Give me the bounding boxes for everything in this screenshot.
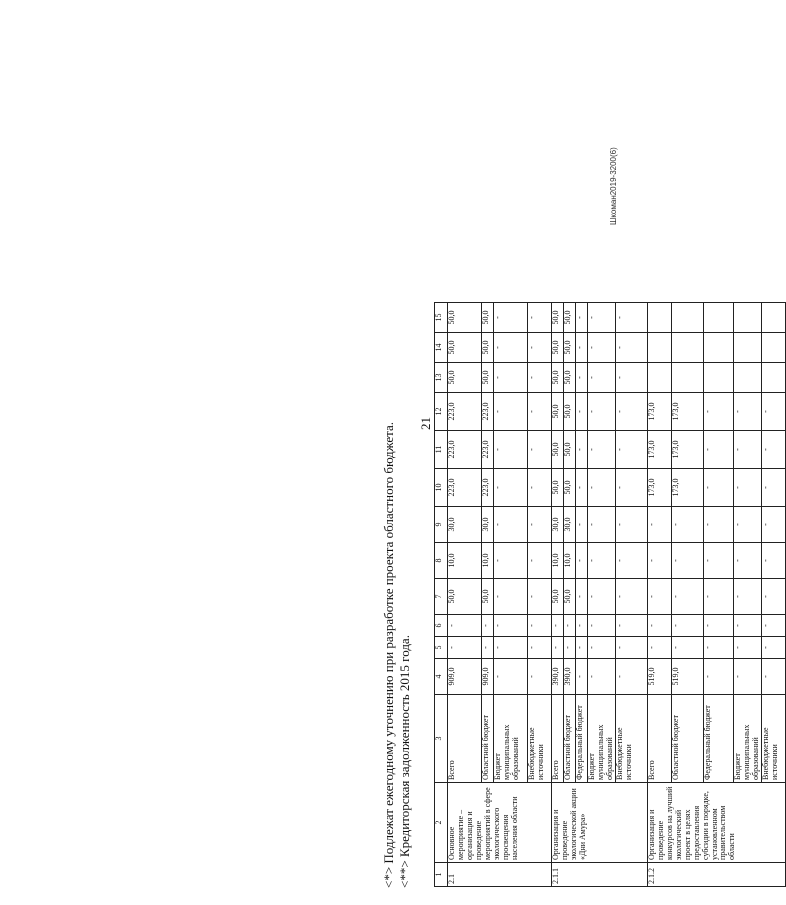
value-cell: - [733, 543, 761, 579]
value-cell: - [761, 469, 785, 507]
value-cell: - [703, 393, 733, 431]
value-cell: 173,0 [647, 431, 671, 469]
source-label: Областной бюджет [671, 695, 703, 783]
value-cell: - [647, 507, 671, 543]
value-cell [671, 333, 703, 363]
value-cell: 50,0 [552, 579, 564, 615]
value-cell: - [576, 659, 588, 695]
value-cell: - [482, 615, 494, 637]
value-cell: 50,0 [482, 363, 494, 393]
value-cell [671, 303, 703, 333]
value-cell: - [733, 507, 761, 543]
value-cell: 50,0 [564, 333, 576, 363]
value-cell: 30,0 [482, 507, 494, 543]
value-cell: 50,0 [564, 303, 576, 333]
value-cell: - [615, 637, 647, 659]
value-cell: - [494, 333, 528, 363]
value-cell [647, 333, 671, 363]
header-cell: 3 [435, 695, 448, 783]
value-cell: - [528, 333, 552, 363]
value-cell: 50,0 [448, 579, 482, 615]
item-number: 2.1.2 [647, 863, 785, 887]
value-cell: - [647, 543, 671, 579]
value-cell: - [733, 637, 761, 659]
value-cell: - [588, 303, 616, 333]
value-cell: - [733, 579, 761, 615]
footnotes [381, 422, 413, 888]
value-cell: - [615, 659, 647, 695]
value-cell: - [528, 543, 552, 579]
value-cell: 30,0 [564, 507, 576, 543]
value-cell: - [647, 615, 671, 637]
value-cell: - [761, 637, 785, 659]
value-cell [761, 303, 785, 333]
value-cell: - [733, 469, 761, 507]
value-cell: - [552, 637, 564, 659]
value-cell: - [494, 431, 528, 469]
value-cell: 50,0 [448, 333, 482, 363]
value-cell: - [615, 393, 647, 431]
value-cell: - [615, 363, 647, 393]
value-cell: - [703, 579, 733, 615]
value-cell: - [647, 579, 671, 615]
value-cell: - [528, 393, 552, 431]
value-cell [647, 363, 671, 393]
value-cell: - [671, 507, 703, 543]
value-cell: 390,0 [552, 659, 564, 695]
value-cell: 50,0 [564, 579, 576, 615]
value-cell: 50,0 [564, 469, 576, 507]
value-cell: 173,0 [671, 469, 703, 507]
value-cell: 30,0 [552, 507, 564, 543]
value-cell: - [528, 659, 552, 695]
value-cell: 223,0 [448, 469, 482, 507]
header-cell: 7 [435, 579, 448, 615]
item-number: 2.1 [448, 863, 552, 887]
value-cell: - [564, 615, 576, 637]
value-cell: 223,0 [482, 469, 494, 507]
source-label: Внебюджетные источники [528, 695, 552, 783]
value-cell: - [552, 615, 564, 637]
document-stamp: Шкоман2019-3200(6) [609, 147, 618, 225]
value-cell [703, 363, 733, 393]
value-cell: - [588, 579, 616, 615]
value-cell [733, 333, 761, 363]
value-cell: - [576, 615, 588, 637]
value-cell: - [448, 637, 482, 659]
header-cell: 10 [435, 469, 448, 507]
value-cell: 173,0 [671, 431, 703, 469]
source-label: Всего [647, 695, 671, 783]
source-label: Внебюджетные источники [761, 695, 785, 783]
value-cell: - [528, 363, 552, 393]
value-cell: 50,0 [448, 363, 482, 393]
source-label: Внебюджетные источники [615, 695, 647, 783]
value-cell: - [761, 393, 785, 431]
source-label: Бюджет муниципальных образований [494, 695, 528, 783]
value-cell: - [733, 431, 761, 469]
value-cell: 50,0 [482, 579, 494, 615]
value-cell: 50,0 [552, 469, 564, 507]
page-number: 21 [418, 417, 433, 430]
value-cell: - [482, 637, 494, 659]
value-cell: 519,0 [647, 659, 671, 695]
value-cell: - [528, 637, 552, 659]
value-cell: 173,0 [647, 393, 671, 431]
value-cell: - [703, 637, 733, 659]
value-cell: - [703, 507, 733, 543]
value-cell: - [448, 615, 482, 637]
footnote-1: <*> Подлежат ежегодному уточнению при разработке проекта областного бюджета. [381, 421, 396, 888]
value-cell: - [576, 431, 588, 469]
value-cell: - [564, 637, 576, 659]
value-cell [703, 303, 733, 333]
value-cell: - [588, 431, 616, 469]
header-cell: 2 [435, 783, 448, 863]
header-cell: 8 [435, 543, 448, 579]
value-cell: - [494, 615, 528, 637]
source-label: Федеральный бюджет [576, 695, 588, 783]
item-title: Основное мероприятие – организация и проведение мероприятий в сфере экологического просвещения населения области [448, 783, 552, 863]
header-cell: 4 [435, 659, 448, 695]
value-cell: - [494, 579, 528, 615]
value-cell: - [703, 659, 733, 695]
value-cell: - [733, 615, 761, 637]
value-cell: - [703, 543, 733, 579]
source-label: Всего [552, 695, 564, 783]
value-cell: 173,0 [647, 469, 671, 507]
value-cell: - [615, 615, 647, 637]
value-cell: - [615, 507, 647, 543]
value-cell: - [576, 579, 588, 615]
value-cell: - [494, 507, 528, 543]
value-cell: - [494, 637, 528, 659]
value-cell: 223,0 [482, 431, 494, 469]
header-cell: 13 [435, 363, 448, 393]
value-cell: 223,0 [448, 431, 482, 469]
value-cell: 909,0 [482, 659, 494, 695]
value-cell: 10,0 [552, 543, 564, 579]
value-cell: 223,0 [482, 393, 494, 431]
value-cell: 50,0 [448, 303, 482, 333]
value-cell: - [733, 393, 761, 431]
value-cell: - [588, 363, 616, 393]
value-cell: - [588, 637, 616, 659]
value-cell: - [615, 579, 647, 615]
value-cell: 519,0 [671, 659, 703, 695]
value-cell: - [494, 363, 528, 393]
item-number: 2.1.1 [552, 863, 648, 887]
value-cell: - [588, 543, 616, 579]
value-cell: - [733, 659, 761, 695]
value-cell: 50,0 [552, 333, 564, 363]
value-cell [733, 303, 761, 333]
value-cell: 50,0 [482, 303, 494, 333]
value-cell: - [588, 615, 616, 637]
item-title: Организация и проведение конкурсов на лучший экологический проект в целях предоставления субсидии в порядке, установленном правительством области [647, 783, 785, 863]
value-cell: 50,0 [552, 393, 564, 431]
value-cell [703, 333, 733, 363]
value-cell: - [703, 431, 733, 469]
value-cell: - [588, 393, 616, 431]
value-cell: 50,0 [564, 431, 576, 469]
value-cell: - [761, 431, 785, 469]
value-cell: - [576, 333, 588, 363]
value-cell: - [494, 543, 528, 579]
header-cell: 15 [435, 303, 448, 333]
value-cell: - [576, 303, 588, 333]
value-cell: 50,0 [482, 333, 494, 363]
value-cell: - [761, 507, 785, 543]
value-cell: - [528, 507, 552, 543]
value-cell: - [671, 579, 703, 615]
value-cell: - [494, 659, 528, 695]
value-cell: - [615, 303, 647, 333]
header-cell: 1 [435, 863, 448, 887]
header-cell: 9 [435, 507, 448, 543]
value-cell: - [588, 333, 616, 363]
table-row [448, 303, 482, 887]
table-header-row [435, 303, 448, 887]
value-cell: - [703, 615, 733, 637]
table-row [552, 303, 564, 887]
value-cell: - [761, 659, 785, 695]
source-label: Бюджет муниципальных образований [588, 695, 616, 783]
value-cell: 50,0 [552, 303, 564, 333]
value-cell [761, 363, 785, 393]
value-cell: - [494, 393, 528, 431]
value-cell: 10,0 [448, 543, 482, 579]
source-label: Всего [448, 695, 482, 783]
value-cell [671, 363, 703, 393]
value-cell: - [576, 507, 588, 543]
value-cell: - [576, 363, 588, 393]
value-cell: - [615, 333, 647, 363]
value-cell: - [588, 507, 616, 543]
value-cell: - [671, 615, 703, 637]
value-cell: 173,0 [671, 393, 703, 431]
value-cell: - [576, 637, 588, 659]
value-cell: 909,0 [448, 659, 482, 695]
source-label: Областной бюджет [564, 695, 576, 783]
value-cell: - [761, 615, 785, 637]
header-cell: 14 [435, 333, 448, 363]
value-cell: 10,0 [564, 543, 576, 579]
value-cell: - [576, 469, 588, 507]
source-label: Бюджет муниципальных образований [733, 695, 761, 783]
header-cell: 5 [435, 637, 448, 659]
value-cell: - [615, 431, 647, 469]
value-cell: - [528, 615, 552, 637]
value-cell: - [647, 637, 671, 659]
value-cell: - [528, 469, 552, 507]
value-cell: - [761, 543, 785, 579]
value-cell: - [576, 393, 588, 431]
value-cell: - [528, 303, 552, 333]
source-label: Областной бюджет [482, 695, 494, 783]
value-cell: 50,0 [564, 363, 576, 393]
value-cell: 10,0 [482, 543, 494, 579]
value-cell: - [671, 543, 703, 579]
value-cell [733, 363, 761, 393]
footnote-2: <**> Кредиторская задолженность 2015 года. [397, 635, 412, 888]
value-cell [761, 333, 785, 363]
value-cell: - [494, 303, 528, 333]
value-cell: 50,0 [564, 393, 576, 431]
value-cell: 50,0 [552, 431, 564, 469]
value-cell: 30,0 [448, 507, 482, 543]
value-cell: - [528, 431, 552, 469]
value-cell: 223,0 [448, 393, 482, 431]
value-cell: - [588, 469, 616, 507]
value-cell: - [576, 543, 588, 579]
value-cell: - [615, 469, 647, 507]
budget-table [434, 302, 786, 887]
value-cell: - [671, 637, 703, 659]
value-cell: - [494, 469, 528, 507]
header-cell: 12 [435, 393, 448, 431]
header-cell: 11 [435, 431, 448, 469]
value-cell: - [761, 579, 785, 615]
header-cell: 6 [435, 615, 448, 637]
value-cell: - [615, 543, 647, 579]
value-cell: - [703, 469, 733, 507]
value-cell: 390,0 [564, 659, 576, 695]
source-label: Федеральный бюджет [703, 695, 733, 783]
value-cell: 50,0 [552, 363, 564, 393]
value-cell: - [588, 659, 616, 695]
table-row [647, 303, 671, 887]
value-cell [647, 303, 671, 333]
value-cell: - [528, 579, 552, 615]
item-title: Организация и проведение экологической акции «Дни Амура» [552, 783, 648, 863]
